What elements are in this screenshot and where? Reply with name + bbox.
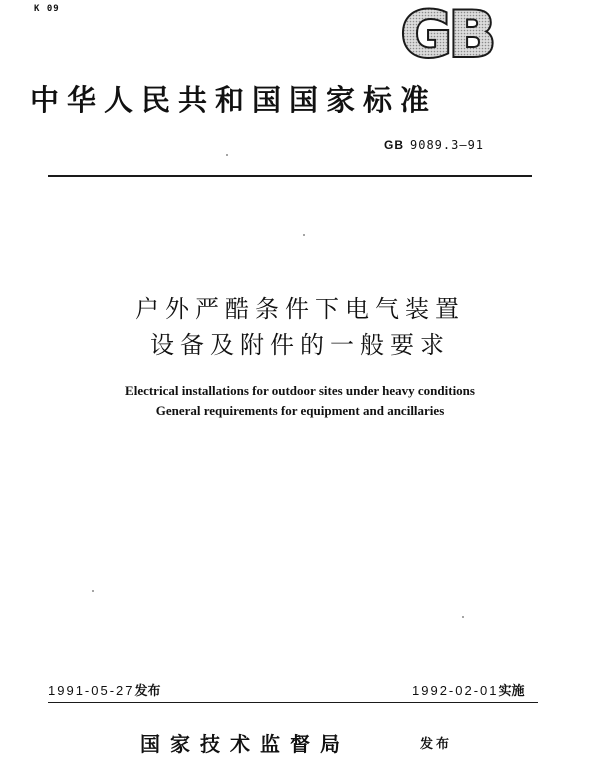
standard-code: 9089.3—91 <box>410 138 485 152</box>
header-divider <box>48 175 532 177</box>
issue-date-value: 1991-05-27 <box>48 683 135 698</box>
effective-date <box>412 680 525 699</box>
standard-number <box>384 138 484 152</box>
effective-date-label: 实施 <box>498 683 525 698</box>
issue-date-label: 发布 <box>134 683 161 698</box>
publisher-name: 国家技术监督局 <box>140 732 350 756</box>
scan-speck <box>92 590 94 592</box>
issue-date <box>48 680 161 699</box>
gb-logo-graphic <box>388 2 506 64</box>
title-english-line-1: Electrical installations for outdoor sites under heavy conditions <box>125 383 475 398</box>
scan-speck <box>462 616 464 618</box>
footer-divider <box>48 702 538 703</box>
scan-speck <box>226 154 228 156</box>
publisher-action: 发布 <box>420 737 453 752</box>
effective-date-value: 1992-02-01 <box>412 683 499 698</box>
classification-code: K 09 <box>34 4 60 14</box>
gb-logo-text: GB <box>400 2 494 64</box>
title-chinese-line-1: 户外严酷条件下电气装置 <box>135 295 465 323</box>
gb-logo <box>388 2 506 64</box>
scan-speck <box>303 234 305 236</box>
title-english-line-2: General requirements for equipment and ancillaries <box>155 403 445 418</box>
issuing-authority-title: 中华人民共和国国家标准 <box>30 83 438 117</box>
standard-prefix: GB <box>384 138 404 152</box>
title-chinese-line-2: 设备及附件的一般要求 <box>150 331 450 359</box>
